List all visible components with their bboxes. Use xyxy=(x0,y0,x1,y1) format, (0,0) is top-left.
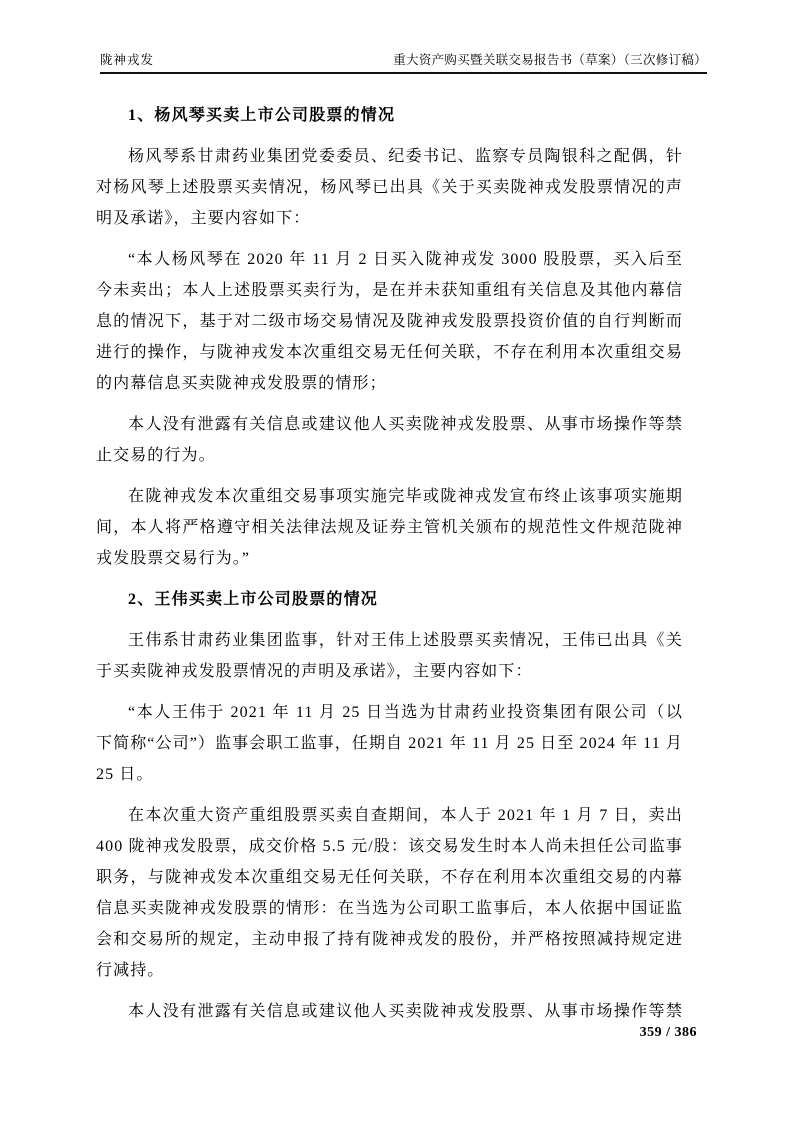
paragraph-statement-wangwei-1: “本人王伟于 2021 年 11 月 25 日当选为甘肃药业投资集团有限公司（以下简称“公司”）监事会职工监事，任期自 2021 年 11 月 25 日至 2024 年 11 月 25 日。 xyxy=(96,704,683,783)
header-report-title: 重大资产购买暨关联交易报告书（草案）（三次修订稿） xyxy=(393,53,707,67)
paragraph-statement-yangfengqin-1: “本人杨风琴在 2020 年 11 月 2 日买入陇神戎发 3000 股股票，买入后至今未卖出；本人上述股票买卖行为，是在并未获知重组有关信息及其他内幕信息的情况下，基于对二级市场交易情况及陇神戎发股票投资价值的自行判断而进行的操作，与陇神戎发本次重组交易无任何关联，不存在利用本次重组交易的内幕信息买卖陇神戎发股票的情形； xyxy=(96,251,683,392)
section-heading-1: 1、杨风琴买卖上市公司股票的情况 xyxy=(128,107,396,124)
paragraph-statement-wangwei-2: 在本次重大资产重组股票买卖自查期间，本人于 2021 年 1 月 7 日，卖出 400 陇神戎发股票，成交价格 5.5 元/股：该交易发生时本人尚未担任公司监事职务，与陇神戎发本次重组交易无任何关联，不存在利用本次重组交易的内幕信息买卖陇神戎发股票的情形：在当选为公司职工监事后，本人依据中国证监会和交易所的规定，主动申报了持有陇神戎发的股份，并严格按照减持规定进行减持。 xyxy=(96,807,683,979)
page-header xyxy=(100,52,707,74)
paragraph-statement-wangwei-3-cutoff: 本人没有泄露有关信息或建议他人买卖陇神戎发股票、从事市场操作等禁 xyxy=(128,1003,683,1020)
page-number: 359 / 386 xyxy=(639,1025,697,1040)
section-heading-2: 2、王伟买卖上市公司股票的情况 xyxy=(128,591,379,608)
document-body xyxy=(96,100,683,1027)
paragraph-statement-yangfengqin-3: 在陇神戎发本次重组交易事项实施完毕或陇神戎发宣布终止该事项实施期间，本人将严格遵守相关法律法规及证券主管机关颁布的规范性文件规范陇神戎发股票交易行为。” xyxy=(96,488,683,567)
paragraph-intro-wangwei: 王伟系甘肃药业集团监事，针对王伟上述股票买卖情况，王伟已出具《关于买卖陇神戎发股票情况的声明及承诺》，主要内容如下： xyxy=(96,632,683,680)
page-footer xyxy=(640,1025,697,1041)
header-company-name: 陇神戎发 xyxy=(100,53,155,67)
paragraph-intro-yangfengqin: 杨风琴系甘肃药业集团党委委员、纪委书记、监察专员陶银科之配偶，针对杨风琴上述股票买卖情况，杨风琴已出具《关于买卖陇神戎发股票情况的声明及承诺》，主要内容如下： xyxy=(96,148,683,227)
paragraph-statement-yangfengqin-2: 本人没有泄露有关信息或建议他人买卖陇神戎发股票、从事市场操作等禁止交易的行为。 xyxy=(96,416,683,464)
